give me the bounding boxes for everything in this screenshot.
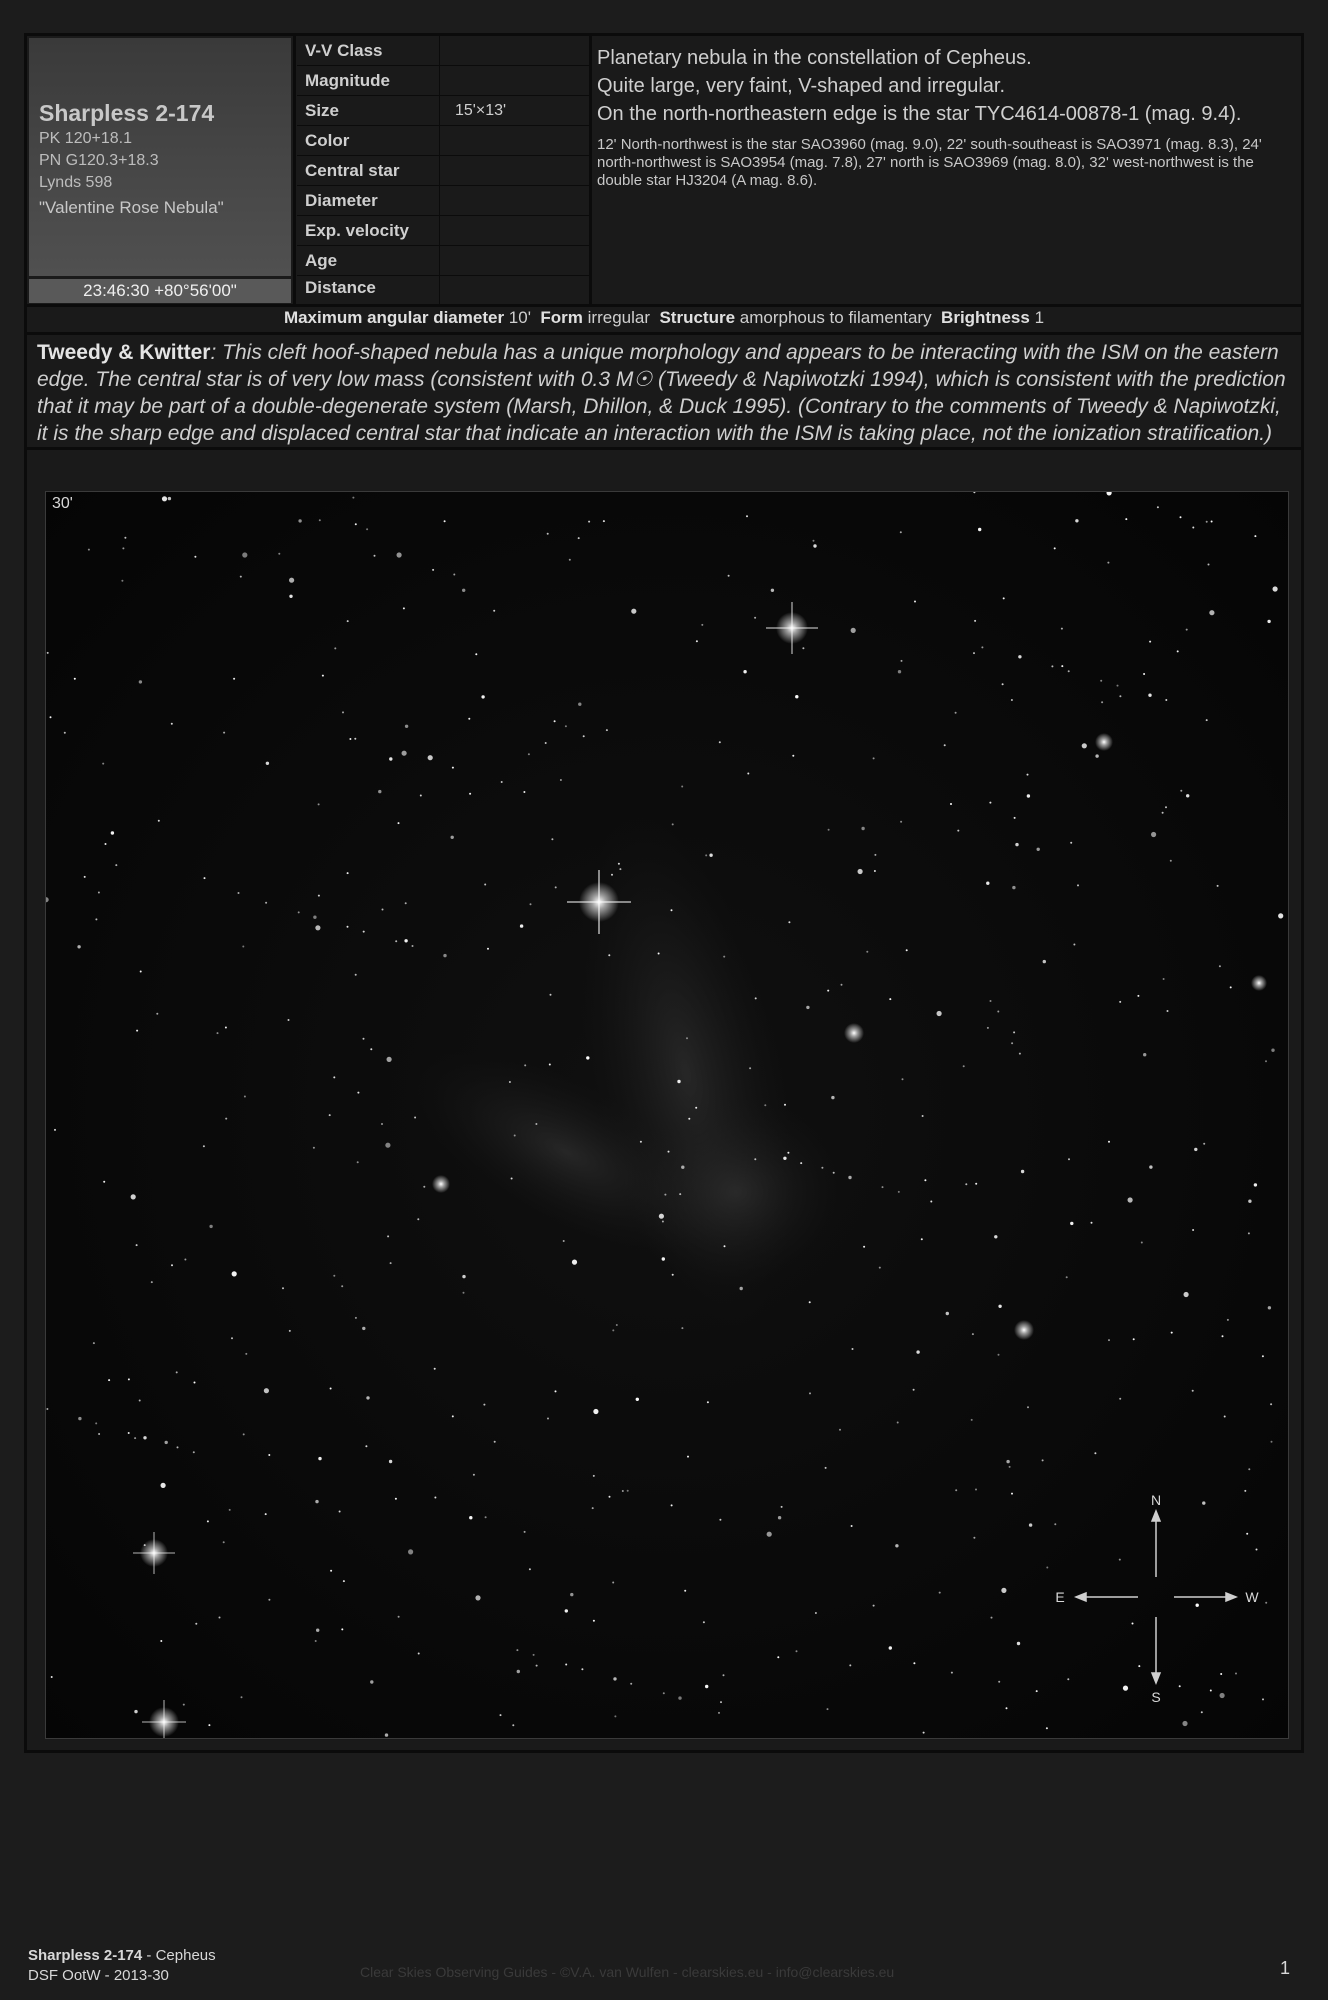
nebula-glow bbox=[383, 798, 846, 1346]
notes-paragraph bbox=[27, 335, 1301, 447]
summary-value: 1 bbox=[1034, 308, 1045, 327]
divider bbox=[439, 36, 440, 304]
description-line: Quite large, very faint, V-shaped and irregular. bbox=[597, 75, 1006, 97]
property-row bbox=[297, 126, 589, 156]
footer-constellation: - Cepheus bbox=[142, 1947, 216, 1964]
object-name: Sharpless 2-174 bbox=[39, 100, 215, 126]
compass-north: N bbox=[1150, 1492, 1162, 1508]
property-label: Central star bbox=[305, 161, 400, 180]
summary-label: Structure bbox=[659, 308, 736, 327]
property-label: V-V Class bbox=[305, 41, 383, 60]
property-row bbox=[297, 96, 589, 126]
summary-value: 10' bbox=[508, 308, 531, 327]
summary-value: irregular bbox=[587, 308, 650, 327]
summary-bar bbox=[27, 304, 1301, 335]
notes-text: : This cleft hoof-shaped nebula has a unique morphology and appears to be interacting with the ISM on the eastern edge. The central star is of very low mass (consistent with 0.3 M☉ (Tweedy & Napiwotzki 1994), which is consistent with the prediction that it may be part of a double-degenerate system (Marsh, Dhillon, & Duck 1995). (Contrary to the comments of Tweedy & Napiwotzki, it is the sharp edge and displaced central star that indicate an interaction with the ISM is taking place, not the ionization stratification.) bbox=[37, 341, 1286, 445]
designation-pk: PK 120+18.1 bbox=[39, 130, 132, 147]
property-row bbox=[297, 216, 589, 246]
header-section bbox=[27, 36, 1301, 307]
coordinates: 23:46:30 +80°56'00" bbox=[29, 279, 291, 303]
research-notes bbox=[27, 335, 1301, 450]
observing-card bbox=[24, 33, 1304, 1753]
property-label: Diameter bbox=[305, 191, 378, 210]
description-line: On the north-northeastern edge is the star TYC4614-00878-1 (mag. 9.4). bbox=[597, 103, 1242, 125]
designation-png: PN G120.3+18.3 bbox=[39, 152, 159, 169]
compass-east: E bbox=[1055, 1589, 1065, 1605]
footer-object bbox=[28, 1946, 216, 1986]
page-number: 1 bbox=[1280, 1958, 1291, 1978]
property-label: Distance bbox=[305, 278, 376, 297]
nebula-photo bbox=[45, 491, 1289, 1739]
property-row bbox=[297, 274, 589, 303]
divider bbox=[293, 36, 296, 304]
summary-label: Maximum angular diameter bbox=[283, 308, 505, 327]
summary-label: Form bbox=[540, 308, 583, 327]
compass-rose bbox=[1046, 1487, 1266, 1717]
property-row bbox=[297, 156, 589, 186]
divider bbox=[589, 36, 592, 304]
description-detail: 12' North-northwest is the star SAO3960 (mag. 9.0), 22' south-southeast is SAO3971 (mag. 8.3), 24' north-northwest is SAO3954 (mag. 7.8), 27' north is SAO3969 (mag. 8.0), 32' west-northwest is the double star HJ3204 (A mag. 8.6). bbox=[597, 136, 1262, 189]
summary-label: Brightness bbox=[941, 308, 1030, 327]
notes-author: Tweedy & Kwitter bbox=[37, 341, 211, 364]
property-row bbox=[297, 66, 589, 96]
property-label: Color bbox=[305, 131, 350, 150]
description bbox=[597, 44, 1287, 190]
summary-value: amorphous to filamentary bbox=[739, 308, 932, 327]
object-id-panel bbox=[29, 38, 291, 276]
property-row bbox=[297, 186, 589, 216]
common-name: "Valentine Rose Nebula" bbox=[39, 198, 224, 217]
property-row bbox=[297, 36, 589, 66]
footer-object-name: Sharpless 2-174 bbox=[28, 1947, 143, 1964]
property-label: Age bbox=[305, 251, 338, 270]
property-row bbox=[297, 246, 589, 276]
footer-credits: Clear Skies Observing Guides - ©V.A. van Wulfen - clearskies.eu - info@clearskies.eu bbox=[360, 1964, 895, 1980]
designation-lynds: Lynds 598 bbox=[39, 174, 113, 191]
description-line: Planetary nebula in the constellation of Cepheus. bbox=[597, 47, 1032, 69]
field-of-view-label: 30' bbox=[52, 495, 73, 512]
compass-south: S bbox=[1151, 1689, 1161, 1705]
property-label: Exp. velocity bbox=[305, 221, 409, 240]
property-value: 15'×13' bbox=[455, 102, 507, 119]
property-label: Size bbox=[305, 101, 340, 120]
compass-west: W bbox=[1245, 1589, 1259, 1605]
footer-series: DSF OotW - 2013-30 bbox=[28, 1967, 169, 1984]
property-label: Magnitude bbox=[305, 71, 390, 90]
